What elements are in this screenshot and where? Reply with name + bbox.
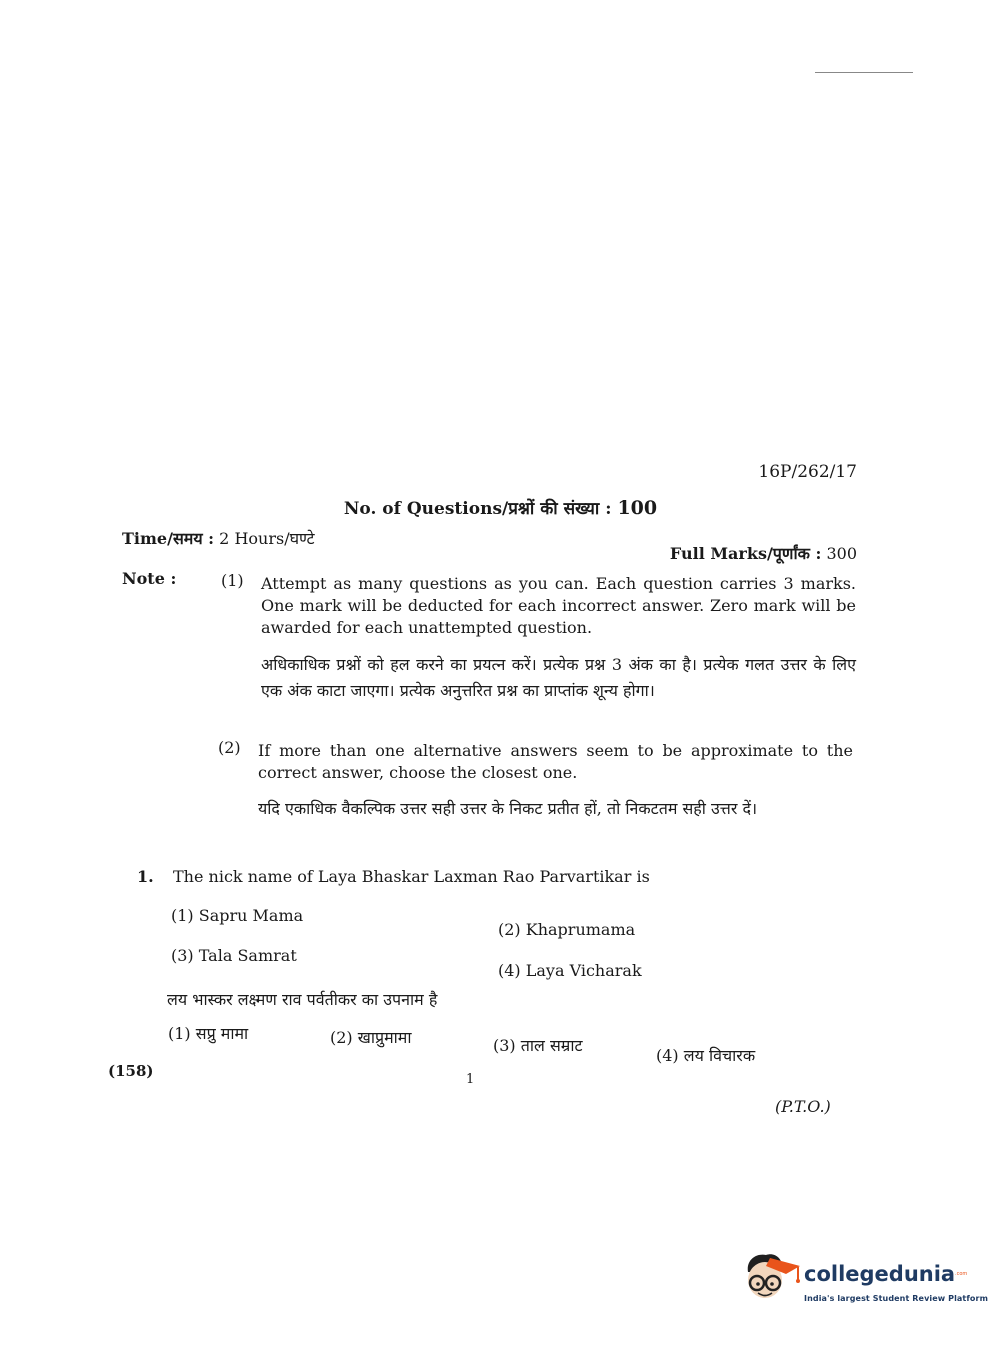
note-2-number: (2) — [218, 738, 241, 757]
logo-brand-text: collegedunia — [804, 1262, 956, 1286]
note-label: Note : — [122, 569, 177, 588]
note-2-english: If more than one alternative answers seem to be approximate to the correct answer, choose the closest one. — [258, 741, 853, 782]
time-label: Time/समय : — [122, 529, 215, 548]
question-1-number: 1. — [137, 867, 154, 886]
questions-label: No. of Questions/प्रश्नों की संख्या : — [343, 499, 612, 519]
question-1-text-en: The nick name of Laya Bhaskar Laxman Rao Parvartikar is — [173, 867, 650, 886]
q1-option-1-hi: (1) सप्रु मामा — [168, 1024, 249, 1043]
questions-count-line — [0, 496, 1001, 519]
note-1-number: (1) — [221, 571, 244, 590]
questions-count: 100 — [617, 497, 658, 519]
footer-code: (158) — [108, 1062, 154, 1080]
logo-domain-text: .com — [955, 1271, 968, 1277]
marks-value: 300 — [826, 544, 857, 563]
q1-option-2-en: (2) Khaprumama — [498, 920, 636, 939]
question-1-text-hi: लय भास्कर लक्ष्मण राव पर्वतीकर का उपनाम है — [167, 990, 438, 1009]
marks-label: Full Marks/पूर्णांक : — [669, 544, 822, 563]
page-number: 1 — [466, 1072, 475, 1087]
mascot-icon — [742, 1250, 802, 1312]
time-value: 2 Hours/घण्टे — [219, 529, 315, 548]
q1-option-3-hi: (3) ताल सम्राट — [493, 1036, 583, 1055]
pto-label: (P.T.O.) — [775, 1097, 831, 1116]
q1-option-3-en: (3) Tala Samrat — [171, 946, 297, 965]
full-marks-line — [670, 542, 857, 564]
q1-option-4-en: (4) Laya Vicharak — [498, 961, 642, 980]
note-2-hindi: यदि एकाधिक वैकल्पिक उत्तर सही उत्तर के निकट प्रतीत हों, तो निकटतम सही उत्तर दें। — [258, 799, 758, 818]
time-line — [122, 527, 315, 549]
q1-option-1-en: (1) Sapru Mama — [171, 906, 304, 925]
top-rule — [815, 72, 913, 73]
logo-tagline: India's largest Student Review Platform — [804, 1294, 989, 1303]
q1-option-4-hi: (4) लय विचारक — [656, 1046, 756, 1065]
note-1-hindi: अधिकाधिक प्रश्नों को हल करने का प्रयत्न करें। प्रत्येक प्रश्न 3 अंक का है। प्रत्येक गलत उत्तर के लिए एक अंक काटा जाएगा। प्रत्येक अनुत्तरित प्रश्न का प्राप्तांक शून्य होगा। — [261, 655, 856, 700]
paper-code: 16P/262/17 — [758, 462, 857, 482]
q1-option-2-hi: (2) खाप्रुमामा — [330, 1028, 412, 1047]
note-1-english: Attempt as many questions as you can. Each question carries 3 marks. One mark will be deducted for each incorrect answer. Zero mark will be awarded for each unattempted question. — [261, 574, 856, 637]
